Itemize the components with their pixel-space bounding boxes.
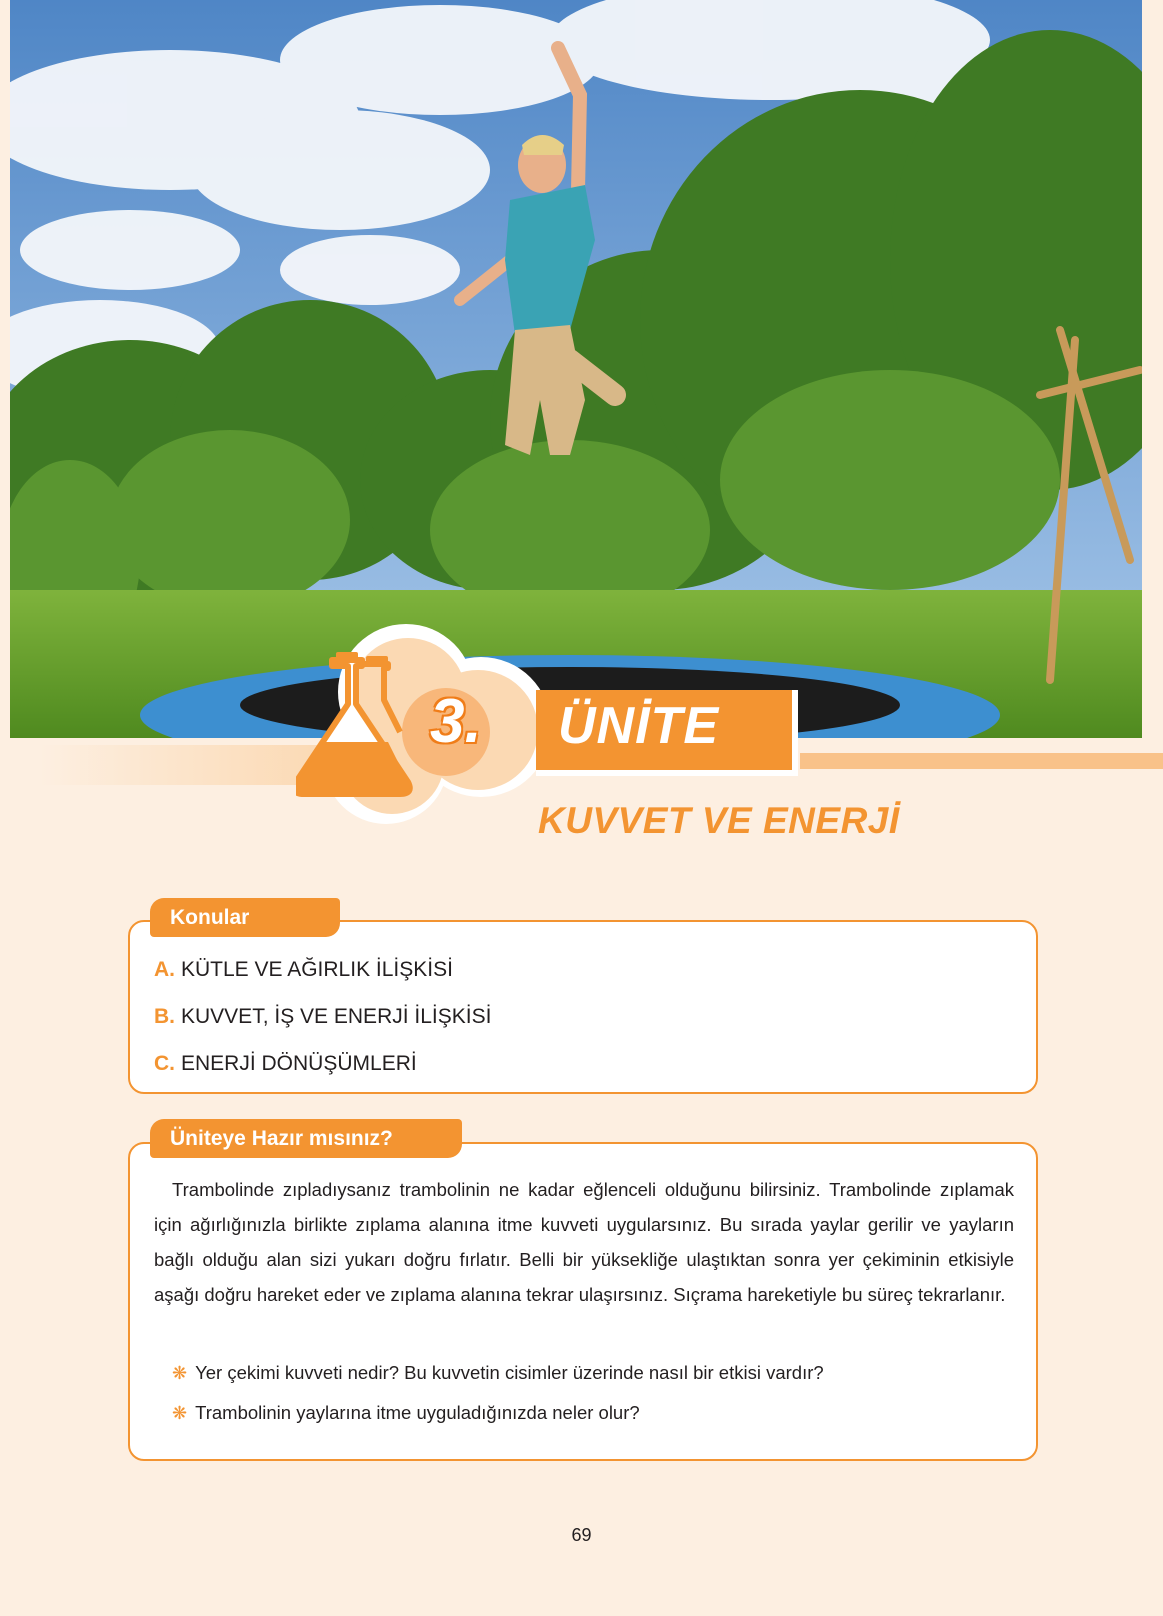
topic-item-a xyxy=(154,958,453,982)
unit-badge xyxy=(296,622,556,827)
trampoline-jump-illustration xyxy=(10,0,1142,738)
asterisk-icon: ❋ xyxy=(172,1403,188,1423)
question-item xyxy=(172,1362,824,1384)
topic-text: ENERJİ DÖNÜŞÜMLERİ xyxy=(181,1052,417,1075)
topic-item-c xyxy=(154,1052,417,1076)
readiness-paragraph: Trambolinde zıpladıysanız trambolinin ne kadar eğlenceli olduğunu bilirsiniz. Trambolinde zıplamak için ağırlığınızla birlikte zıplama alanına itme kuvveti uygularsınız. Bu sırada yaylar gerilir ve yayların bağlı olduğu alan sizi yukarı doğru fırlatır. Belli bir yüksekliğe ulaştıktan sonra yer çekiminin etkisiyle aşağı doğru hareket eder ve zıplama alanına tekrar ulaşırsınız. Sıçrama hareketiyle bu süreç tekrarlanır. xyxy=(154,1179,1014,1305)
topic-text: KUVVET, İŞ VE ENERJİ İLİŞKİSİ xyxy=(181,1005,492,1028)
hero-photo xyxy=(10,0,1142,738)
topic-letter: C. xyxy=(154,1052,175,1075)
readiness-box xyxy=(128,1142,1038,1461)
question-text: Yer çekimi kuvveti nedir? Bu kuvvetin cisimler üzerinde nasıl bir etkisi vardır? xyxy=(195,1362,824,1383)
unit-label-box xyxy=(536,690,798,776)
unit-label: ÜNİTE xyxy=(558,697,719,755)
page-number: 69 xyxy=(571,1525,592,1545)
header-accent-right xyxy=(800,753,1163,769)
header-accent-left xyxy=(40,745,330,785)
topic-item-b xyxy=(154,1005,491,1029)
topics-box xyxy=(128,920,1038,1094)
topic-letter: B. xyxy=(154,1005,175,1028)
question-text: Trambolinin yaylarına itme uyguladığınızda neler olur? xyxy=(195,1402,640,1423)
asterisk-icon: ❋ xyxy=(172,1363,188,1383)
readiness-heading: Üniteye Hazır mısınız? xyxy=(150,1119,462,1158)
topics-heading: Konular xyxy=(150,898,340,937)
topic-letter: A. xyxy=(154,958,175,981)
unit-number: 3. xyxy=(430,687,482,756)
topic-text: KÜTLE VE AĞIRLIK İLİŞKİSİ xyxy=(181,958,453,981)
question-item xyxy=(172,1402,640,1424)
unit-title: KUVVET VE ENERJİ xyxy=(538,800,900,841)
